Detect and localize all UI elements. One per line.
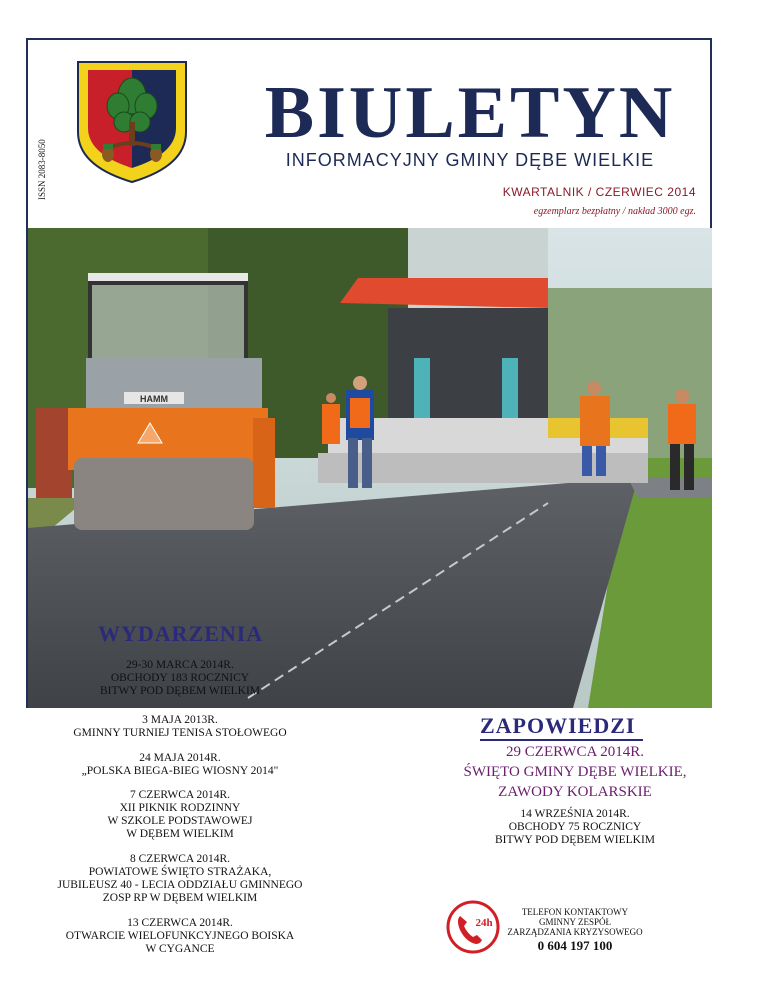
roller-brand-text: HAMM [140, 394, 168, 404]
event-line: JUBILEUSZ 40 - LECIA ODDZIAŁU GMINNEGO [57, 879, 303, 891]
zapowiedzi-main-line: ZAWODY KOLARSKIE [498, 784, 652, 800]
event-date: 29-30 MARCA 2014R. [126, 659, 234, 671]
event-item [40, 789, 320, 841]
event-line: OBCHODY 183 ROCZNICY [110, 672, 250, 684]
event-line: W CYGANCE [145, 943, 215, 955]
phone-24h-icon [446, 900, 500, 954]
event-date: 24 MAJA 2014R. [139, 752, 221, 764]
event-item [20, 853, 340, 905]
wydarzenia-heading: WYDARZENIA [98, 621, 264, 646]
contact-line: ZARZĄDZANIA KRYZYSOWEGO [507, 927, 643, 937]
event-date: 8 CZERWCA 2014R. [130, 853, 230, 865]
badge-24h: 24h [475, 917, 493, 929]
coat-of-arms [74, 58, 190, 186]
magazine-title: BIULETYN [264, 72, 676, 154]
event-line: OBCHODY 75 ROCZNICY [508, 821, 642, 833]
event-item [30, 917, 330, 956]
event-line: W DĘBEM WIELKIM [126, 828, 234, 840]
contact-phone-number: 0 604 197 100 [537, 938, 613, 953]
event-date: 13 CZERWCA 2014R. [127, 917, 233, 929]
event-date: 7 CZERWCA 2014R. [130, 789, 230, 801]
issue-label: KWARTALNIK / CZERWIEC 2014 [502, 185, 696, 199]
zapowiedzi-heading: ZAPOWIEDZI [480, 713, 643, 741]
copy-note: egzemplarz bezpłatny / nakład 3000 egz. [533, 206, 696, 217]
event-date: 14 WRZEŚNIA 2014R. [520, 808, 630, 820]
magazine-subtitle: INFORMACYJNY GMINY DĘBE WIELKIE [285, 150, 655, 170]
event-line: ZOSP RP W DĘBEM WIELKIM [102, 892, 258, 904]
contact-line: GMINNY ZESPÓŁ [539, 917, 611, 927]
event-line: XII PIKNIK RODZINNY [119, 802, 241, 814]
event-item [60, 659, 300, 698]
event-item [40, 714, 320, 740]
contact-line: TELEFON KONTAKTOWY [521, 907, 629, 917]
zapowiedzi-main-line: 29 CZERWCA 2014R. [506, 744, 644, 760]
event-item [40, 752, 320, 778]
event-line: W SZKOLE PODSTAWOWEJ [107, 815, 253, 827]
zapowiedzi-main-line: ŚWIĘTO GMINY DĘBE WIELKIE, [463, 764, 687, 780]
event-line: GMINNY TURNIEJ TENISA STOŁOWEGO [73, 727, 287, 739]
issn-label: ISSN 2083-8050 [37, 139, 47, 200]
zapowiedzi-second [440, 808, 710, 847]
zapowiedzi-main [440, 742, 710, 802]
event-line: OTWARCIE WIELOFUNKCYJNEGO BOISKA [65, 930, 295, 942]
contact-info [500, 907, 650, 937]
event-date: 3 MAJA 2013R. [142, 714, 218, 726]
event-line: POWIATOWE ŚWIĘTO STRAŻAKA, [88, 866, 272, 878]
event-line: „POLSKA BIEGA-BIEG WIOSNY 2014" [81, 765, 279, 777]
event-line: BITWY POD DĘBEM WIELKIM [99, 685, 261, 697]
event-line: BITWY POD DĘBEM WIELKIM [494, 834, 656, 846]
